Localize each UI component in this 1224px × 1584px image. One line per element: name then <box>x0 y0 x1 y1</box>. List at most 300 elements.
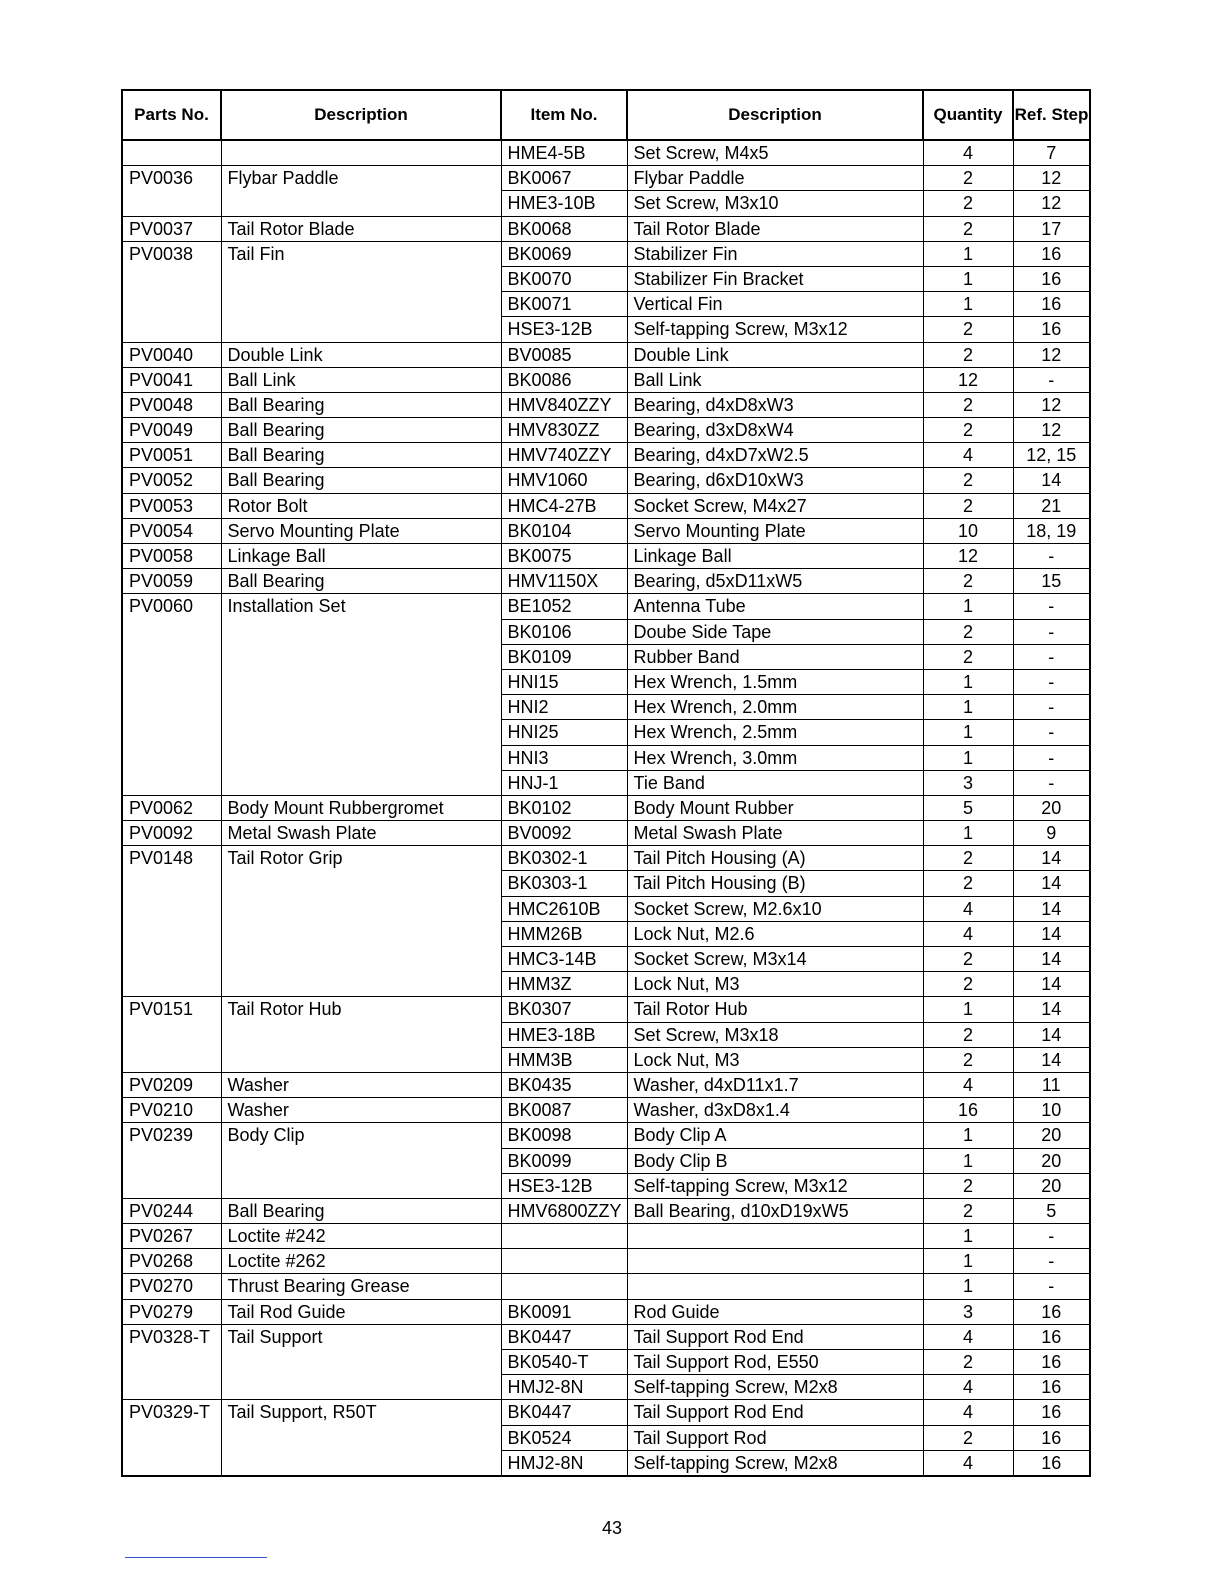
cell-quantity: 1 <box>923 1148 1013 1173</box>
cell-parts-no: PV0058 <box>122 544 221 569</box>
cell-parts-no: PV0060 <box>122 594 221 619</box>
cell-parts-no <box>122 619 221 644</box>
cell-parts-no: PV0062 <box>122 795 221 820</box>
cell-parts-no <box>122 140 221 166</box>
table-row <box>122 695 1090 720</box>
cell-item-no: BK0435 <box>501 1072 627 1097</box>
cell-quantity: 1 <box>923 1123 1013 1148</box>
table-row <box>122 1022 1090 1047</box>
cell-item-no: HMV740ZZY <box>501 443 627 468</box>
cell-item-no: HSE3-12B <box>501 1173 627 1198</box>
cell-quantity: 2 <box>923 392 1013 417</box>
cell-item-no: BK0447 <box>501 1324 627 1349</box>
cell-item-no: HMV1150X <box>501 569 627 594</box>
table-row <box>122 392 1090 417</box>
cell-parts-no: PV0210 <box>122 1098 221 1123</box>
cell-parts-no: PV0328-T <box>122 1324 221 1349</box>
table-row <box>122 1400 1090 1425</box>
cell-parts-no: PV0040 <box>122 342 221 367</box>
cell-item-no: BK0104 <box>501 518 627 543</box>
cell-quantity: 4 <box>923 1375 1013 1400</box>
cell-quantity: 2 <box>923 871 1013 896</box>
cell-item-description: Tail Pitch Housing (B) <box>627 871 923 896</box>
cell-item-no: BK0307 <box>501 997 627 1022</box>
cell-ref-step: 9 <box>1013 821 1090 846</box>
cell-item-description: Tail Support Rod <box>627 1425 923 1450</box>
cell-quantity: 3 <box>923 1299 1013 1324</box>
header-parts-no: Parts No. <box>122 90 221 140</box>
table-row <box>122 644 1090 669</box>
table-row <box>122 1324 1090 1349</box>
cell-description <box>221 896 501 921</box>
table-header-row <box>122 90 1090 140</box>
cell-ref-step: 7 <box>1013 140 1090 166</box>
table-row <box>122 1299 1090 1324</box>
cell-quantity: 1 <box>923 669 1013 694</box>
table-row <box>122 443 1090 468</box>
cell-parts-no: PV0244 <box>122 1198 221 1223</box>
cell-parts-no: PV0036 <box>122 166 221 191</box>
cell-quantity: 4 <box>923 1450 1013 1476</box>
cell-item-description: Bearing, d6xD10xW3 <box>627 468 923 493</box>
cell-item-description: Servo Mounting Plate <box>627 518 923 543</box>
cell-parts-no: PV0329-T <box>122 1400 221 1425</box>
cell-description <box>221 1450 501 1476</box>
cell-parts-no <box>122 871 221 896</box>
cell-ref-step: 16 <box>1013 317 1090 342</box>
cell-quantity: 2 <box>923 1350 1013 1375</box>
cell-quantity: 1 <box>923 695 1013 720</box>
table-row <box>122 1072 1090 1097</box>
cell-item-no: HMC2610B <box>501 896 627 921</box>
cell-ref-step: 20 <box>1013 1173 1090 1198</box>
table-row <box>122 1173 1090 1198</box>
cell-ref-step: - <box>1013 695 1090 720</box>
cell-ref-step: 16 <box>1013 1324 1090 1349</box>
cell-ref-step: 14 <box>1013 871 1090 896</box>
cell-item-no: HNJ-1 <box>501 770 627 795</box>
cell-parts-no: PV0041 <box>122 367 221 392</box>
cell-item-description: Set Screw, M3x18 <box>627 1022 923 1047</box>
cell-ref-step: 16 <box>1013 292 1090 317</box>
cell-ref-step: 10 <box>1013 1098 1090 1123</box>
cell-ref-step: 14 <box>1013 947 1090 972</box>
cell-quantity: 1 <box>923 720 1013 745</box>
table-row <box>122 342 1090 367</box>
cell-ref-step: - <box>1013 720 1090 745</box>
table-row <box>122 1148 1090 1173</box>
cell-item-description: Lock Nut, M2.6 <box>627 921 923 946</box>
cell-description: Ball Link <box>221 367 501 392</box>
cell-item-description: Stabilizer Fin <box>627 241 923 266</box>
cell-item-no: BE1052 <box>501 594 627 619</box>
cell-parts-no: PV0038 <box>122 241 221 266</box>
cell-description: Washer <box>221 1072 501 1097</box>
cell-item-description: Rod Guide <box>627 1299 923 1324</box>
page-number: 43 <box>601 1518 623 1538</box>
cell-description: Ball Bearing <box>221 392 501 417</box>
cell-description <box>221 1148 501 1173</box>
cell-item-no: HMC3-14B <box>501 947 627 972</box>
table-row <box>122 669 1090 694</box>
cell-description <box>221 871 501 896</box>
cell-ref-step: - <box>1013 669 1090 694</box>
cell-item-no: HSE3-12B <box>501 317 627 342</box>
cell-item-description: Self-tapping Screw, M2x8 <box>627 1375 923 1400</box>
cell-ref-step: 16 <box>1013 1375 1090 1400</box>
cell-item-description <box>627 1224 923 1249</box>
cell-item-no: HNI3 <box>501 745 627 770</box>
cell-ref-step: 16 <box>1013 1425 1090 1450</box>
cell-description <box>221 695 501 720</box>
cell-item-description: Self-tapping Screw, M3x12 <box>627 1173 923 1198</box>
cell-item-description: Socket Screw, M4x27 <box>627 493 923 518</box>
cell-description: Washer <box>221 1098 501 1123</box>
cell-parts-no <box>122 644 221 669</box>
table-row <box>122 493 1090 518</box>
cell-ref-step: 16 <box>1013 1400 1090 1425</box>
table-row <box>122 1224 1090 1249</box>
cell-quantity: 1 <box>923 1274 1013 1299</box>
cell-description: Tail Support <box>221 1324 501 1349</box>
cell-ref-step: 12 <box>1013 342 1090 367</box>
cell-item-no: BK0071 <box>501 292 627 317</box>
cell-description: Ball Bearing <box>221 468 501 493</box>
cell-ref-step: 14 <box>1013 896 1090 921</box>
table-row <box>122 871 1090 896</box>
cell-description <box>221 1375 501 1400</box>
cell-parts-no: PV0051 <box>122 443 221 468</box>
cell-description: Ball Bearing <box>221 418 501 443</box>
cell-item-description: Rubber Band <box>627 644 923 669</box>
cell-parts-no: PV0239 <box>122 1123 221 1148</box>
cell-parts-no <box>122 669 221 694</box>
cell-ref-step: 14 <box>1013 1022 1090 1047</box>
cell-ref-step: - <box>1013 745 1090 770</box>
cell-item-no <box>501 1249 627 1274</box>
table-row <box>122 846 1090 871</box>
cell-parts-no <box>122 921 221 946</box>
cell-parts-no <box>122 770 221 795</box>
cell-quantity: 4 <box>923 443 1013 468</box>
cell-description <box>221 972 501 997</box>
cell-description <box>221 1350 501 1375</box>
cell-item-description: Tail Pitch Housing (A) <box>627 846 923 871</box>
cell-ref-step: 18, 19 <box>1013 518 1090 543</box>
cell-ref-step: 15 <box>1013 569 1090 594</box>
cell-ref-step: - <box>1013 544 1090 569</box>
cell-parts-no: PV0209 <box>122 1072 221 1097</box>
cell-ref-step: - <box>1013 619 1090 644</box>
cell-parts-no: PV0092 <box>122 821 221 846</box>
cell-parts-no <box>122 266 221 291</box>
cell-quantity: 2 <box>923 972 1013 997</box>
table-row <box>122 292 1090 317</box>
cell-item-no <box>501 1274 627 1299</box>
cell-description: Metal Swash Plate <box>221 821 501 846</box>
cell-parts-no: PV0151 <box>122 997 221 1022</box>
cell-item-description: Self-tapping Screw, M3x12 <box>627 317 923 342</box>
cell-item-no: HNI15 <box>501 669 627 694</box>
cell-quantity: 2 <box>923 493 1013 518</box>
cell-quantity: 1 <box>923 1224 1013 1249</box>
cell-item-no: BK0069 <box>501 241 627 266</box>
cell-parts-no <box>122 972 221 997</box>
cell-ref-step: 12 <box>1013 191 1090 216</box>
cell-description: Loctite #262 <box>221 1249 501 1274</box>
cell-item-no: BK0102 <box>501 795 627 820</box>
cell-item-description: Bearing, d4xD7xW2.5 <box>627 443 923 468</box>
cell-item-description <box>627 1274 923 1299</box>
table-row <box>122 367 1090 392</box>
cell-item-no: BV0092 <box>501 821 627 846</box>
cell-quantity: 10 <box>923 518 1013 543</box>
cell-item-no: HME3-18B <box>501 1022 627 1047</box>
cell-item-description: Socket Screw, M3x14 <box>627 947 923 972</box>
cell-item-description: Tail Support Rod End <box>627 1400 923 1425</box>
cell-item-description: Hex Wrench, 1.5mm <box>627 669 923 694</box>
cell-item-description: Washer, d4xD11x1.7 <box>627 1072 923 1097</box>
cell-quantity: 4 <box>923 921 1013 946</box>
cell-description <box>221 770 501 795</box>
table-row <box>122 1198 1090 1223</box>
table-row <box>122 795 1090 820</box>
cell-item-description: Lock Nut, M3 <box>627 972 923 997</box>
table-row <box>122 518 1090 543</box>
cell-item-description: Tail Support Rod End <box>627 1324 923 1349</box>
table-row <box>122 1098 1090 1123</box>
cell-parts-no: PV0059 <box>122 569 221 594</box>
cell-item-description: Lock Nut, M3 <box>627 1047 923 1072</box>
cell-ref-step: 12 <box>1013 166 1090 191</box>
table-row <box>122 191 1090 216</box>
cell-ref-step: 14 <box>1013 468 1090 493</box>
table-row <box>122 1375 1090 1400</box>
cell-quantity: 1 <box>923 1249 1013 1274</box>
cell-parts-no <box>122 1047 221 1072</box>
header-item-no: Item No. <box>501 90 627 140</box>
cell-parts-no: PV0037 <box>122 216 221 241</box>
cell-item-no: BK0075 <box>501 544 627 569</box>
cell-item-description: Body Clip B <box>627 1148 923 1173</box>
cell-item-no: HNI2 <box>501 695 627 720</box>
cell-item-description: Antenna Tube <box>627 594 923 619</box>
cell-item-no: BK0540-T <box>501 1350 627 1375</box>
cell-quantity: 12 <box>923 367 1013 392</box>
cell-item-no <box>501 1224 627 1249</box>
footer-rule <box>125 1557 267 1558</box>
table-row <box>122 619 1090 644</box>
cell-ref-step: 14 <box>1013 972 1090 997</box>
table-row <box>122 1350 1090 1375</box>
cell-description: Ball Bearing <box>221 1198 501 1223</box>
cell-parts-no: PV0148 <box>122 846 221 871</box>
cell-quantity: 2 <box>923 846 1013 871</box>
cell-ref-step: - <box>1013 770 1090 795</box>
cell-ref-step: 20 <box>1013 795 1090 820</box>
cell-quantity: 1 <box>923 997 1013 1022</box>
cell-parts-no: PV0267 <box>122 1224 221 1249</box>
cell-item-no: BK0109 <box>501 644 627 669</box>
cell-quantity: 2 <box>923 1022 1013 1047</box>
cell-quantity: 2 <box>923 619 1013 644</box>
cell-description <box>221 921 501 946</box>
cell-ref-step: - <box>1013 644 1090 669</box>
cell-parts-no: PV0270 <box>122 1274 221 1299</box>
cell-item-description: Linkage Ball <box>627 544 923 569</box>
cell-quantity: 3 <box>923 770 1013 795</box>
cell-description: Linkage Ball <box>221 544 501 569</box>
cell-ref-step: - <box>1013 367 1090 392</box>
cell-description: Ball Bearing <box>221 443 501 468</box>
cell-ref-step: 16 <box>1013 1450 1090 1476</box>
table-row <box>122 947 1090 972</box>
cell-quantity: 4 <box>923 1072 1013 1097</box>
cell-ref-step: - <box>1013 1249 1090 1274</box>
cell-description <box>221 669 501 694</box>
cell-description: Tail Rotor Grip <box>221 846 501 871</box>
cell-parts-no: PV0268 <box>122 1249 221 1274</box>
cell-item-description: Tail Rotor Blade <box>627 216 923 241</box>
table-row <box>122 266 1090 291</box>
cell-parts-no <box>122 1022 221 1047</box>
cell-item-no: BK0447 <box>501 1400 627 1425</box>
cell-quantity: 2 <box>923 1173 1013 1198</box>
table-row <box>122 770 1090 795</box>
cell-quantity: 1 <box>923 266 1013 291</box>
table-row <box>122 1123 1090 1148</box>
cell-item-description: Tail Support Rod, E550 <box>627 1350 923 1375</box>
cell-item-no: HMV6800ZZY <box>501 1198 627 1223</box>
cell-item-description: Socket Screw, M2.6x10 <box>627 896 923 921</box>
cell-description <box>221 745 501 770</box>
cell-parts-no <box>122 1425 221 1450</box>
cell-ref-step: 14 <box>1013 921 1090 946</box>
cell-parts-no <box>122 745 221 770</box>
table-row <box>122 1450 1090 1476</box>
cell-quantity: 2 <box>923 1425 1013 1450</box>
cell-ref-step: 16 <box>1013 1350 1090 1375</box>
cell-item-no: HMM26B <box>501 921 627 946</box>
cell-description <box>221 1173 501 1198</box>
cell-item-no: BK0099 <box>501 1148 627 1173</box>
cell-item-no: BK0087 <box>501 1098 627 1123</box>
cell-item-no: BK0303-1 <box>501 871 627 896</box>
table-row <box>122 216 1090 241</box>
cell-item-description: Tail Rotor Hub <box>627 997 923 1022</box>
cell-quantity: 4 <box>923 1400 1013 1425</box>
cell-item-no: BK0524 <box>501 1425 627 1450</box>
cell-quantity: 4 <box>923 140 1013 166</box>
cell-item-no: HME4-5B <box>501 140 627 166</box>
cell-item-description: Hex Wrench, 2.5mm <box>627 720 923 745</box>
cell-quantity: 2 <box>923 1198 1013 1223</box>
cell-ref-step: 16 <box>1013 266 1090 291</box>
cell-item-no: BK0106 <box>501 619 627 644</box>
cell-item-no: HMV840ZZY <box>501 392 627 417</box>
table-row <box>122 1425 1090 1450</box>
cell-ref-step: 20 <box>1013 1148 1090 1173</box>
table-row <box>122 594 1090 619</box>
cell-description <box>221 191 501 216</box>
cell-quantity: 1 <box>923 292 1013 317</box>
cell-item-description: Flybar Paddle <box>627 166 923 191</box>
cell-parts-no <box>122 695 221 720</box>
cell-item-description: Body Mount Rubber <box>627 795 923 820</box>
cell-description: Body Clip <box>221 1123 501 1148</box>
cell-item-description: Body Clip A <box>627 1123 923 1148</box>
cell-item-description: Hex Wrench, 2.0mm <box>627 695 923 720</box>
cell-description: Installation Set <box>221 594 501 619</box>
cell-quantity: 2 <box>923 317 1013 342</box>
cell-item-no: BK0068 <box>501 216 627 241</box>
cell-quantity: 2 <box>923 166 1013 191</box>
cell-item-description: Double Link <box>627 342 923 367</box>
table-row <box>122 166 1090 191</box>
cell-item-description: Vertical Fin <box>627 292 923 317</box>
cell-item-description: Stabilizer Fin Bracket <box>627 266 923 291</box>
table-row <box>122 468 1090 493</box>
cell-ref-step: - <box>1013 1274 1090 1299</box>
cell-description <box>221 266 501 291</box>
cell-description: Tail Support, R50T <box>221 1400 501 1425</box>
cell-description <box>221 317 501 342</box>
cell-description: Tail Fin <box>221 241 501 266</box>
cell-item-no: HMM3Z <box>501 972 627 997</box>
cell-item-description: Bearing, d4xD8xW3 <box>627 392 923 417</box>
table-row <box>122 745 1090 770</box>
cell-description: Flybar Paddle <box>221 166 501 191</box>
parts-table-body <box>122 140 1090 1476</box>
cell-parts-no <box>122 292 221 317</box>
cell-description: Tail Rotor Hub <box>221 997 501 1022</box>
parts-table <box>121 89 1091 1477</box>
cell-item-description: Self-tapping Screw, M2x8 <box>627 1450 923 1476</box>
cell-description: Body Mount Rubbergromet <box>221 795 501 820</box>
cell-item-no: HMJ2-8N <box>501 1375 627 1400</box>
cell-parts-no <box>122 896 221 921</box>
cell-quantity: 1 <box>923 241 1013 266</box>
cell-quantity: 1 <box>923 821 1013 846</box>
cell-description <box>221 947 501 972</box>
table-row <box>122 997 1090 1022</box>
cell-item-description: Tie Band <box>627 770 923 795</box>
cell-ref-step: 5 <box>1013 1198 1090 1223</box>
cell-quantity: 2 <box>923 216 1013 241</box>
cell-ref-step: 20 <box>1013 1123 1090 1148</box>
cell-ref-step: 11 <box>1013 1072 1090 1097</box>
cell-parts-no <box>122 317 221 342</box>
cell-parts-no: PV0054 <box>122 518 221 543</box>
cell-quantity: 4 <box>923 1324 1013 1349</box>
cell-description: Tail Rod Guide <box>221 1299 501 1324</box>
cell-item-description: Ball Link <box>627 367 923 392</box>
cell-ref-step: 14 <box>1013 997 1090 1022</box>
table-row <box>122 720 1090 745</box>
cell-parts-no <box>122 1375 221 1400</box>
cell-quantity: 2 <box>923 644 1013 669</box>
cell-item-description <box>627 1249 923 1274</box>
cell-description <box>221 644 501 669</box>
cell-item-description: Set Screw, M3x10 <box>627 191 923 216</box>
cell-description: Double Link <box>221 342 501 367</box>
cell-ref-step: 17 <box>1013 216 1090 241</box>
cell-parts-no: PV0052 <box>122 468 221 493</box>
table-row <box>122 241 1090 266</box>
cell-quantity: 2 <box>923 947 1013 972</box>
cell-description <box>221 1425 501 1450</box>
cell-item-no: BK0070 <box>501 266 627 291</box>
